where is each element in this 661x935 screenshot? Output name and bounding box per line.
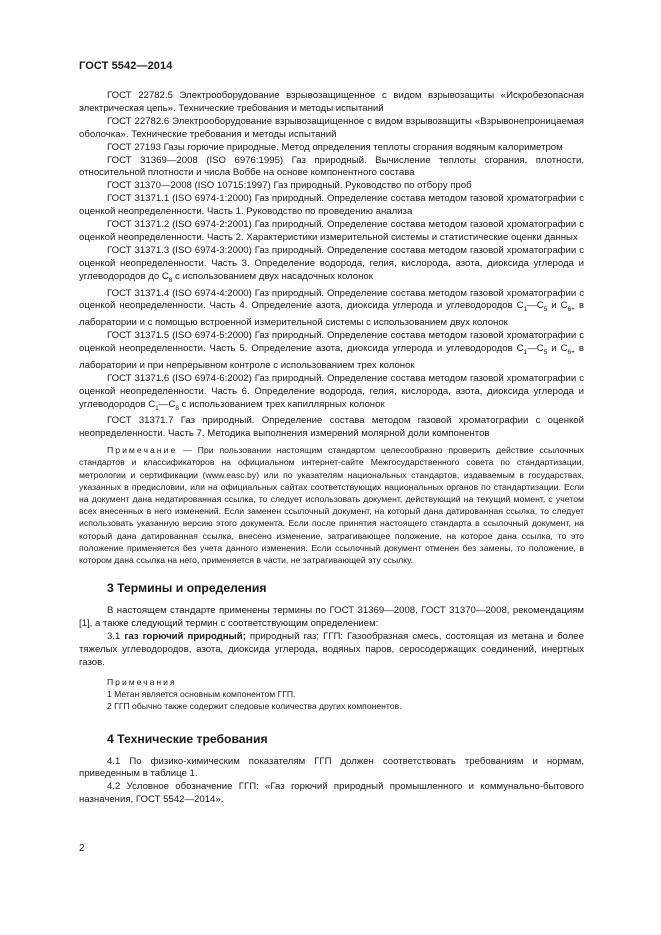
ref-text: с использованием двух насадочных колонок — [172, 270, 373, 282]
section-3-intro: В настоящем стандарте применены термины по ГОСТ 31369—2008, ГОСТ 31370—2008, рекомендациям [1], а также следующий термин с соответствующим определением: — [79, 605, 584, 630]
subscript: 8 — [168, 276, 173, 284]
ref-text: —C — [527, 343, 544, 355]
ref-text: в лаборатории и при непрерывном контроле с использованием трех колонок — [79, 343, 584, 371]
ref-text: и C — [547, 343, 568, 355]
reference-entry-31371-4 — [79, 288, 584, 331]
subscript: 1 — [523, 348, 528, 356]
reference-entry: ГОСТ 27193 Газы горючие природные. Метод определения теплоты сгорания водяным калориметром — [107, 141, 563, 153]
note-text: — При пользовании настоящим стандартом целесообразно проверить действие ссылочных стандартов и классификаторов на официальном интернет-сайте Межгосударственного совета по стандартизации, метрологии и сертификации (www.easc.by) или по указателям национальных стандартов, издаваемым в государствах, указанных в предисловии, или на официальных сайтах соответствующих национальных органов по стандартизации. Если на документ дана недатированная ссылка, то следует использовать документ, действующий на текущий момент, с учетом всех внесенных в него изменений. Если заменен ссылочный документ, на который дана датированная ссылка, то следует использовать указанную версию этого документа. Если после принятия настоящего стандарта в ссылочный документ, на который дана датированная ссылка, внесено изменение, затрагивающее положение, на которое дана ссылка, то это положение применяется без учета данного изменения. Если ссылочный документ отменен без замены, то положение, в котором дана ссылка на него, применяется в части, не затрагивающей эту ссылку. — [79, 445, 584, 566]
clause-4-1: 4.1 По физико-химическим показателям ГГП должен соответствовать требованиям и нормам, приведенным в таблице 1. — [79, 755, 584, 780]
page-number: 2 — [79, 843, 85, 854]
reference-entry: ГОСТ 31369—2008 (ISO 6976:1995) Газ природный. Вычисление теплоты сгорания, плотности, относительной плотности и числа Воббе на основе компонентного состава — [79, 154, 584, 179]
ref-text: ГОСТ 31371.4 (ISO 6974-4:2000) Газ природный. Определение состава методом газовой хроматографии с оценкой неопределенности. Часть 4. Определение азота, диоксида углерода и углеводородов C — [79, 287, 584, 312]
term-name: газ горючий природный; — [124, 630, 246, 642]
term-definition — [79, 631, 584, 670]
ref-text: —C — [527, 300, 544, 312]
subscript: 6+ — [567, 348, 575, 356]
note-item: 1 Метан является основным компонентом ГГП. — [107, 688, 296, 699]
reference-entry: ГОСТ 31370—2008 (ISO 10715:1997) Газ природный. Руководство по отбору проб — [107, 180, 472, 192]
reference-entry: ГОСТ 22782.6 Электрооборудование взрывозащищенное с видом взрывозащиты «Взрывонепроницаемая оболочка». Технические требования и методы испытаний — [79, 115, 584, 140]
references-note — [79, 444, 584, 566]
note-item: 2 ГГП обычно также содержит следовые количества других компонентов. — [107, 700, 402, 711]
reference-entry-31371-3 — [79, 245, 584, 288]
subscript: 5 — [543, 348, 548, 356]
page-body — [79, 90, 584, 807]
note-label: Примечание — [107, 445, 178, 456]
ref-text: в лаборатории и с помощью встроенной измерительной системы с использованием двух колонок — [79, 300, 584, 329]
subscript: 1 — [155, 404, 159, 412]
subscript: 1 — [523, 306, 528, 314]
ref-text: с использованием трех капиллярных колонок — [178, 398, 385, 410]
section-4-heading: 4 Технические требования — [107, 731, 268, 746]
ref-text: ГОСТ 31371.5 (ISO 6974-5:2000) Газ природный. Определение состава методом газовой хроматографии с оценкой неопределенности. Часть 5. Определение азота, диоксида углерода и углеводородов C — [79, 330, 584, 355]
ref-text: и C — [547, 300, 568, 312]
ref-text: ГОСТ 31371.6 (ISO 6974-6:2002) Газ природный. Определение состава методом газовой хроматографии с оценкой неопределенности. Часть 6. Определение водорода, гелия, кислорода, азота, диоксида углерода и углеводородов C — [79, 372, 584, 410]
reference-entry: ГОСТ 22782.5 Электрооборудование взрывозащищенное с видом взрывозащиты «Искробезопасная электрическая цепь». Технические требования и методы испытаний — [79, 90, 584, 114]
subscript: 8 — [175, 404, 179, 412]
reference-entry: ГОСТ 31371.2 (ISO 6974-2:2001) Газ природный. Определение состава методом газовой хроматографии с оценкой неопределенности. Часть 2. Характеристики измерительной системы и статистические оценки данных — [79, 219, 584, 243]
reference-entry-31371-6 — [79, 373, 584, 416]
subscript: 5 — [543, 306, 548, 314]
term-text: природный газ; ГГП: Газообразная смесь, состоящая из метана и более тяжелых углеводородов, азота, диоксида углерода, водяных паров, серосодержащих соединений, инертных газов. — [79, 630, 584, 668]
ref-text: —C — [158, 398, 176, 410]
reference-entry: ГОСТ 31371.1 (ISO 6974-1:2000) Газ природный. Определение состава методом газовой хроматографии с оценкой неопределенности. Часть 1. Руководство по проведению анализа — [79, 193, 584, 218]
page-header: ГОСТ 5542—2014 — [79, 60, 173, 72]
term-number: 3.1 — [107, 630, 125, 642]
section-3-heading: 3 Термины и определения — [107, 581, 267, 596]
reference-entry-31371-5 — [79, 330, 584, 373]
clause-4-2: 4.2 Условное обозначение ГГП: «Газ горючий природный промышленного и коммунально-бытового назначения, ГОСТ 5542—2014». — [79, 781, 584, 806]
subscript: 6+ — [567, 306, 575, 314]
ref-text: ГОСТ 31371.3 (ISO 6974-3:2000) Газ природный. Определение состава методом газовой хроматографии с оценкой неопределенности. Часть 3. Определение водорода, гелия, кислорода, азота, диоксида углерода и углеводородов до C — [79, 244, 584, 282]
notes-label: Примечания — [107, 676, 177, 687]
reference-entry: ГОСТ 31371.7 Газ природный. Определение состава методом газовой хроматографии с оценкой неопределенности. Часть 7. Методика выполнения измерений молярной доли компонентов — [79, 415, 584, 440]
